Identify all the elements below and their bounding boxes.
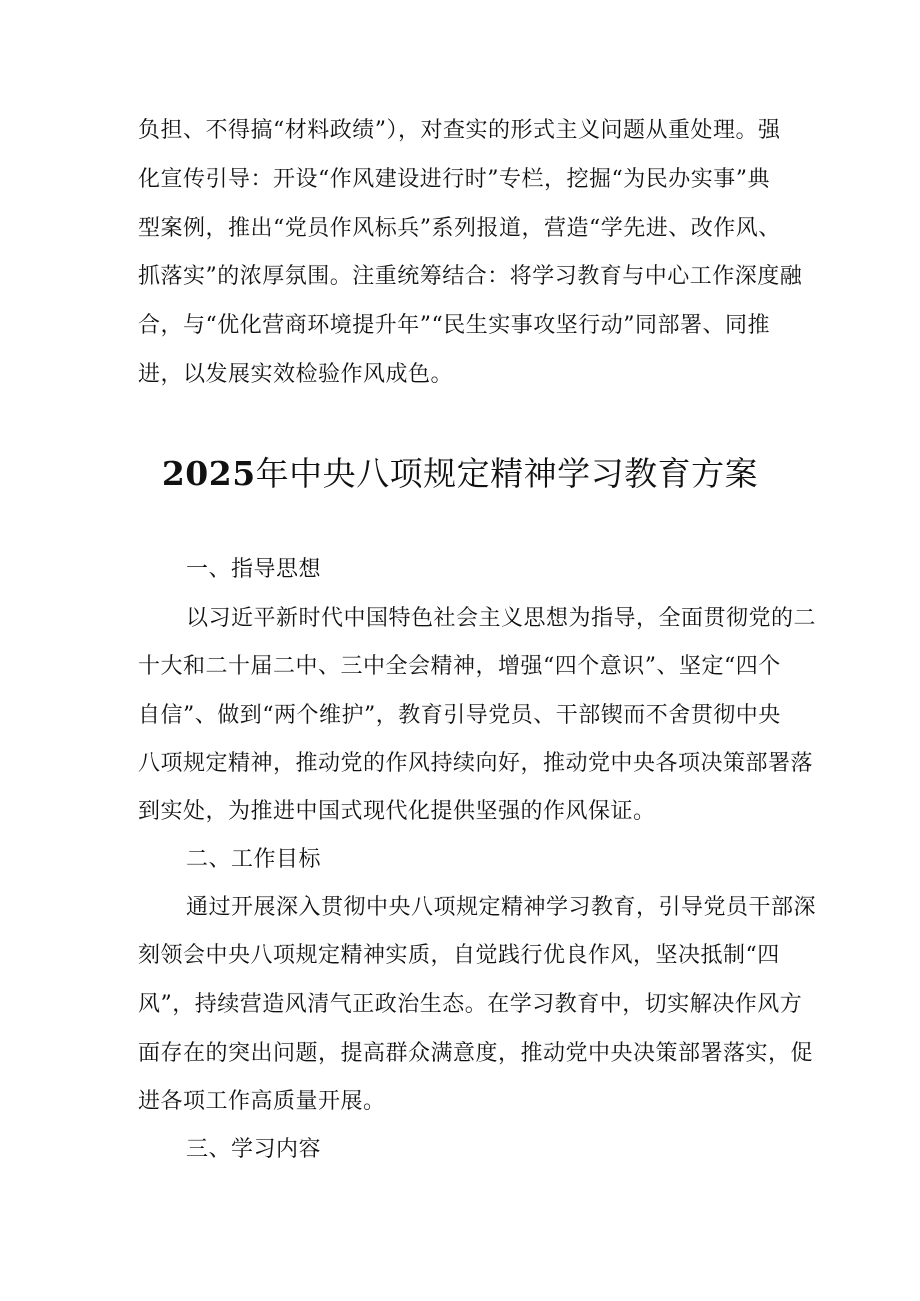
paragraph-line: 通过开展深入贯彻中央八项规定精神学习教育，引导党员干部深: [186, 895, 817, 920]
paragraph-line: 面存在的突出问题，提高群众满意度，推动党中央决策部署落实，促: [138, 1041, 814, 1066]
section-heading: 二、工作目标: [186, 847, 322, 872]
intro-line: 型案例，推出“党员作风标兵”系列报道，营造“学先进、改作风、: [138, 216, 781, 241]
paragraph-line: 以习近平新时代中国特色社会主义思想为指导，全面贯彻党的二: [186, 606, 817, 631]
intro-line: 化宣传引导：开设“作风建设进行时”专栏，挖掘“为民办实事”典: [138, 167, 770, 192]
section-heading: 三、学习内容: [186, 1137, 322, 1162]
intro-line: 抓落实”的浓厚氛围。注重统筹结合：将学习教育与中心工作深度融: [138, 264, 803, 289]
paragraph-line: 十大和二十届二中、三中全会精神，增强“四个意识”、坚定“四个: [138, 654, 781, 679]
paragraph-line: 刻领会中央八项规定精神实质，自觉践行优良作风，坚决抵制“四: [138, 943, 780, 968]
paragraph-line: 风”，持续营造风清气正政治生态。在学习教育中，切实解决作风方: [138, 992, 803, 1017]
intro-line: 负担、不得搞“材料政绩”），对查实的形式主义问题从重处理。强: [138, 118, 781, 143]
paragraph-line: 进各项工作高质量开展。: [138, 1089, 386, 1114]
title-text: 年中央八项规定精神学习教育方案: [255, 454, 759, 493]
intro-line: 合，与“优化营商环境提升年”“民生实事攻坚行动”同部署、同推: [138, 313, 770, 338]
paragraph-line: 八项规定精神，推动党的作风持续向好，推动党中央各项决策部署落: [138, 751, 814, 776]
intro-line: 进，以发展实效检验作风成色。: [138, 362, 454, 387]
paragraph-line: 自信”、做到“两个维护”，教育引导党员、干部锲而不舍贯彻中央: [138, 703, 781, 728]
paragraph-line: 到实处，为推进中国式现代化提供坚强的作风保证。: [138, 799, 656, 824]
title-year: 2025: [161, 454, 256, 493]
document-title: [0, 452, 920, 496]
section-heading: 一、指导思想: [186, 557, 322, 582]
